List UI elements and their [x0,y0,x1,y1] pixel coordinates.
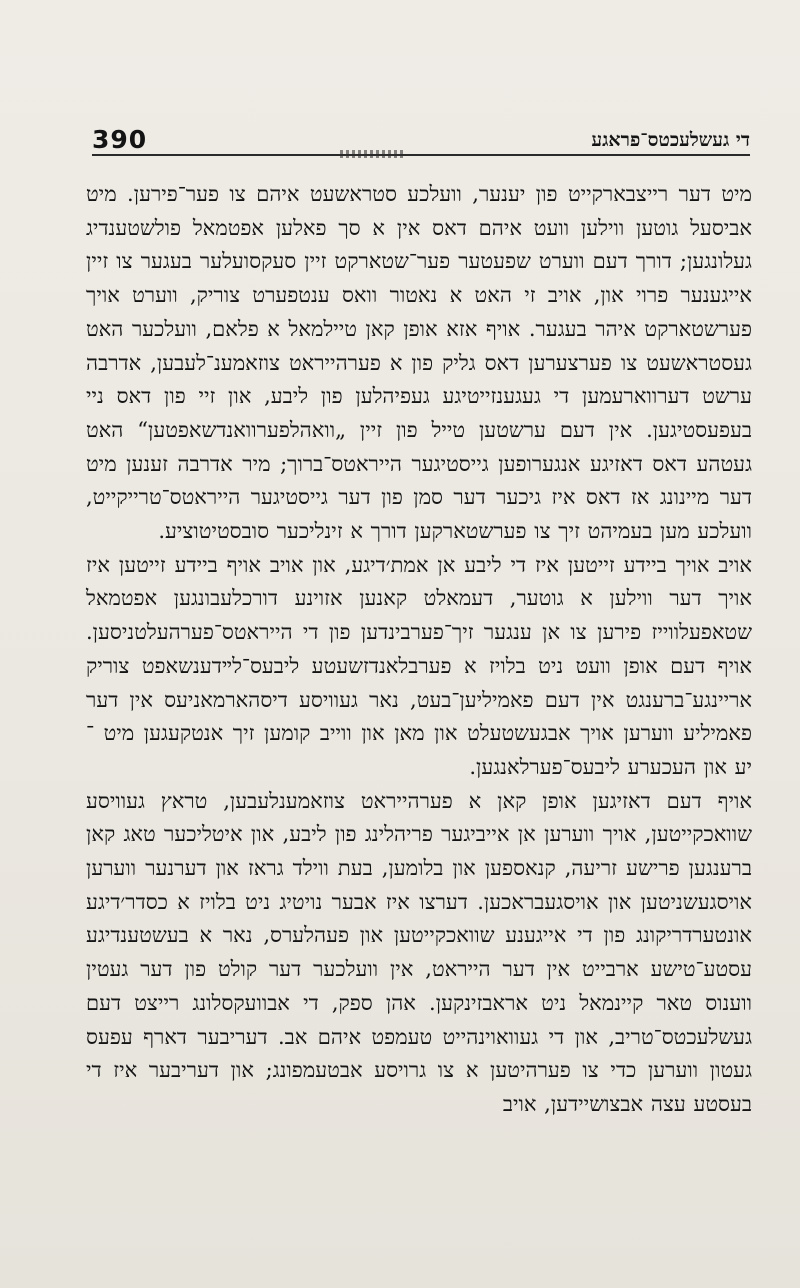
paragraph: אויף דעם דאזיגען אופן קאן א פערהייראט צוזאמענלעבען, טראץ געוויסע שוואכקייטען, אויך ווערען אן אייביגער פריהלינג פון ליבע, און איטליכער טאג קאן ברענגען פרישע זריעה, קנאספען און בלומען, בעת ווילד גראז און דערנער ווערען אויסגעשניטען און אויסגעבראכען. דערצו איז אבער נויטיג ניט בלויז א כסדר׳דיגע אונטערדריקונג פון די אייגענע שוואכקייטען און פעהלערס, נאר א בעשטענדיגע עסטע־טישע ארבייט אין דער הייראט, אין וועלכער דער קולט פון דער געטין ווענוס טאר קיינמאל ניט אראבזינקען. אהן ספק, די אבוועקסלונג רייצט דעם געשלעכטס־טריב, און די געוואוינהייט טעמפט איהם אב. דעריבער דארף עפעס געטון ווערען כדי צו פערהיטען א צו גרויסע אבטעמפונג; און דעריבער איז די בעסטע עצה אבצושיידען, אויב [86,788,752,1116]
running-title: די געשלעכטס־פראגע [591,129,750,151]
paragraph: אויב אויך ביידע זייטען איז די ליבע אן אמת׳דיגע, און אויב אויף ביידע זייטען איז אויך דער ווילען א גוטער, דעמאלט קאנען אזוינע דורכלעבונגען אפטמאל שטאפעלווייז פירען צו אן ענגער זיך־פערבינדען פון די הייראטס־פערהעלטניסען. אויף דעם אופן וועט ניט בלויז א פערבלאנדזשעטע ליבעס־לײדענשאפט צוריק אריינגע־ברענגט אין דעם פאמיליען־בעט, נאר געוויסע דיסהארמאניעס אין דער פאמיליע ווערען אויך אבגעשטעלט און מאן און ווייב קומען זיך אנטקעגען מיט ־ יע און העכערע ליבעס־פערלאנגען. [86,552,752,779]
body-text [86,178,752,1122]
page-header [92,118,750,152]
header-rule [92,154,750,156]
paragraph: מיט דער רייצבארקייט פון יענער, וועלכע סטראשעט איהם צו פער־פירען. מיט אביסעל גוטען ווילען וועט איהם דאס אין א סך פאלען אפטמאל פולשטענדיג געלונגען; דורך דעם ווערט שפעטער פער־שטארקט זיין סעקסועלער בעגער צו זיין אייגענער פרוי און, אויב זי האט א נאטור וואס ענטפערט צוריק, ווערט אויך פערשטארקט איהר בעגער. אויף אזא אופן קאן טיילמאל א פלאם, וועלכער האט געסטראשעט צו פערצערען דאס גליק פון א פערהייראט צוזאמענ־לעבען, אדרבה ערשט דערווארעמען די געגענזייטיגע געפיהלען פון ליבע, און זיי פון דאס ניי בעפעסטיגען. אין דעם ערשטען טייל פון זיין „וואהלפערוואנדשאפטען“ האט געטהע דאס דאזיגע אנגערופען גייסטיגער הייראטס־ברוך; מיר אדרבה זענען מיט דער מיינונג אז דאס איז גיכער דער סמן פון דער גייסטיגער הייראטס־טרייקייט, וועלכע מען בעמיהט זיך צו פערשטארקען דורך א זינליכער סובסטיטוציע. [86,182,753,544]
page-number: 390 [92,125,148,154]
header-rule-ornament [340,150,404,158]
